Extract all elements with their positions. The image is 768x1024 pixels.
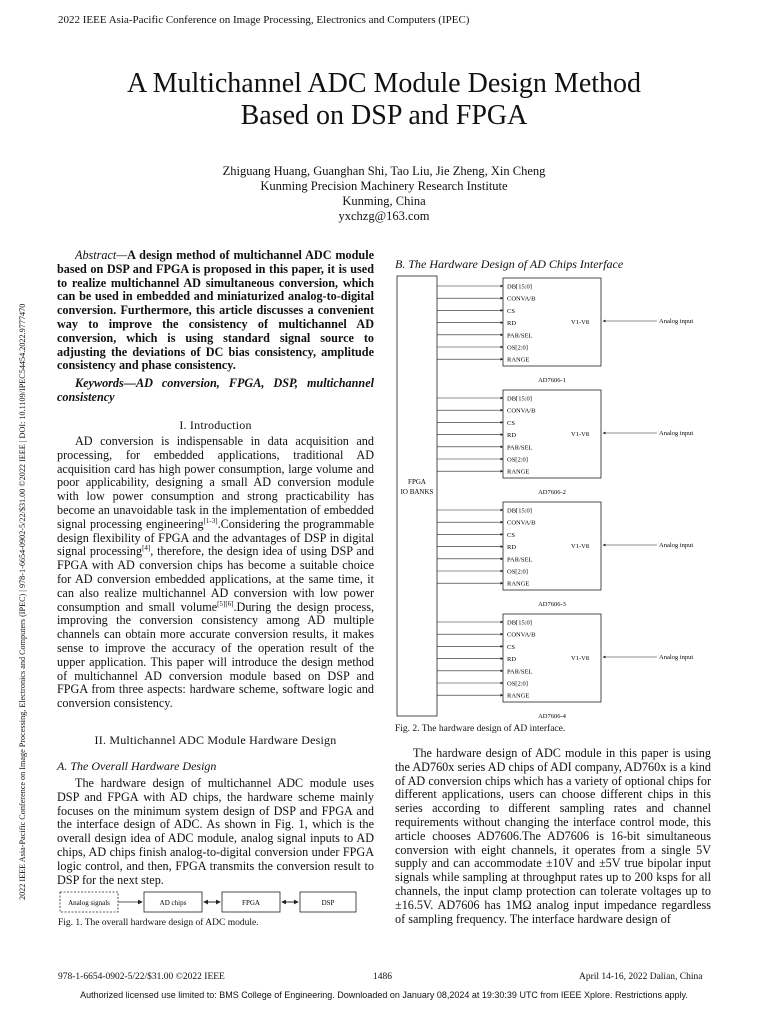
email[interactable]: yxchzg@163.com: [338, 209, 430, 223]
title-line-2: Based on DSP and FPGA: [240, 100, 528, 131]
fig1-fpga-label: FPGA: [242, 899, 260, 907]
pin-label: RD: [507, 544, 517, 552]
fig1-analog-label: Analog signals: [68, 899, 110, 907]
intro-text-c: , therefore, the design idea of using DSP and FPGA with AD conversion chips has become a suitable choice for AD conversion embedded applications, at the same time, it can also realize multichannel AD conversion with low power consumption and small volume: [57, 544, 374, 614]
io-banks-label: IO BANKS: [400, 488, 434, 496]
pin-label: CONVA/B: [507, 295, 536, 303]
intro-paragraph: [57, 435, 374, 711]
pin-label: DB[15:0]: [507, 395, 532, 403]
pin-label: RD: [507, 320, 517, 328]
chip-name-label: AD7606-1: [538, 377, 566, 384]
abstract: [57, 249, 374, 373]
abstract-label: Abstract—: [75, 248, 128, 262]
section-1-heading: I. Introduction: [179, 418, 252, 432]
pin-label: RANGE: [507, 580, 530, 588]
analog-input-label: Analog input: [659, 318, 694, 325]
channel-label: V1-V8: [571, 319, 590, 326]
location: Kunming, China: [342, 194, 426, 208]
intro-text-a: AD conversion is indispensable in data acquisition and processing, for embedded applications, traditional AD acquisition card has high power consumption, large volume and poor applicability, designing a small AD conversion module with low power consumption and strong practicability has become an unavoidable task in the implementation of embedded signal processing engineering: [57, 434, 374, 531]
pin-label: DB[15:0]: [507, 507, 532, 515]
title-line-1: A Multichannel ADC Module Design Method: [126, 68, 642, 99]
fpga-label: FPGA: [408, 478, 426, 486]
pin-label: PAR/SEL: [507, 556, 533, 564]
chip-name-label: AD7606-2: [538, 489, 566, 496]
footer-date: April 14-16, 2022 Dalian, China: [579, 972, 703, 982]
pin-label: RANGE: [507, 356, 530, 364]
pin-label: CONVA/B: [507, 407, 536, 415]
keywords: [57, 377, 374, 405]
pin-label: CS: [507, 419, 515, 427]
affiliation: Kunming Precision Machinery Research Institute: [260, 179, 508, 193]
pin-label: DB[15:0]: [507, 283, 532, 291]
analog-input-label: Analog input: [659, 430, 694, 437]
section-2b-text: The hardware design of ADC module in this paper is using the AD760x series AD chips of ADI company, AD760x is a kind of AD conversion chips which has a variety of optional chips for different applications, users can choose different chips in this series according to different sampling rates and channel requirements without changing the interface control mode, this article chooses AD7606.The AD7606 is 16-bit simultaneous conversion with eight channels, it operates from a single 5V supply and can accommodate ±10V and ±5V true bipolar input signals while sampling at throughput rates up to 200 ksps for all channels, the input clamp protection can tolerate voltages up to ±16.5V. AD7606 has 1MΩ analog input impedance regardless of sampling frequency. The interface hardware design of: [395, 746, 711, 926]
fig-1-diagram: [58, 890, 358, 914]
abstract-text: A design method of multichannel ADC module based on DSP and FPGA is proposed in this paper, it is used to realize multichannel AD simultaneous conversion, which can be used in embedded and miniaturized analog-to-digital conversion. Furthermore, this article discusses a convenient way to improve the consistency of multichannel AD conversion, which is using standard signal source to adjusting the deviations of DC bias consistency, amplitude consistency and phase consistency.: [57, 248, 374, 373]
analog-input-label: Analog input: [659, 654, 694, 661]
section-2-heading: II. Multichannel ADC Module Hardware Design: [94, 733, 337, 747]
fig-1-caption: Fig. 1. The overall hardware design of ADC module.: [58, 918, 259, 928]
subsection-b-heading: B. The Hardware Design of AD Chips Interface: [395, 257, 624, 271]
pin-label: CONVA/B: [507, 631, 536, 639]
pin-label: CS: [507, 531, 515, 539]
pin-label: RANGE: [507, 692, 530, 700]
fig1-adchips-label: AD chips: [159, 899, 187, 907]
pin-label: PAR/SEL: [507, 444, 533, 452]
pin-label: RANGE: [507, 468, 530, 476]
subsection-a-heading: A. The Overall Hardware Design: [57, 759, 217, 773]
author-names: Zhiguang Huang, Guanghan Shi, Tao Liu, Jie Zheng, Xin Cheng: [222, 164, 546, 178]
paper-title: [0, 68, 768, 132]
ref-5-6: [5][6]: [217, 599, 234, 608]
page-number: 1486: [373, 972, 392, 982]
fig1-dsp-label: DSP: [321, 899, 335, 907]
author-block: [0, 164, 768, 224]
pin-label: CONVA/B: [507, 519, 536, 527]
pin-label: CS: [507, 643, 515, 651]
ad7606-chip-block: [437, 502, 693, 608]
conference-header: 2022 IEEE Asia-Pacific Conference on Image Processing, Electronics and Computers (IPEC): [58, 14, 470, 26]
fig-2-caption: Fig. 2. The hardware design of AD interface.: [395, 724, 566, 734]
channel-label: V1-V8: [571, 543, 590, 550]
intro-text-d: .During the design process, improving the conversion consistency among AD multiple channels can obtain more accurate conversion results, it makes sense to improve the accuracy of the operation result of the upper application. This paper will introduce the design method of multichannel AD conversion module based on DSP and FPGA from three aspects: hardware scheme, software logic and conversion consistency.: [57, 599, 374, 711]
chip-name-label: AD7606-3: [538, 601, 566, 608]
ref-1-3: [1-3]: [203, 516, 218, 525]
pin-label: DB[15:0]: [507, 619, 532, 627]
chip-name-label: AD7606-4: [538, 713, 566, 718]
license-notice: Authorized licensed use limited to: BMS College of Engineering. Downloaded on January 08,2024 at 19:30:39 UTC from IEEE Xplore. Restrictions apply.: [80, 990, 688, 1000]
pin-label: RD: [507, 432, 517, 440]
ad7606-chip-block: [437, 278, 693, 384]
ref-4: [4]: [142, 544, 151, 553]
fig-2-diagram: [395, 272, 715, 718]
ad7606-chip-block: [437, 614, 693, 718]
channel-label: V1-V8: [571, 431, 590, 438]
section-2a-paragraph: [57, 777, 374, 887]
pin-label: RD: [507, 656, 517, 664]
intro-text-b: .Considering the programmable design flexibility of FPGA and the advantages of DSP in digital signal processing: [57, 516, 374, 559]
pin-label: CS: [507, 307, 515, 315]
pin-label: PAR/SEL: [507, 332, 533, 340]
keywords-label: Keywords—: [75, 376, 136, 390]
fpga-io-bank-box: [397, 276, 437, 716]
pin-label: PAR/SEL: [507, 668, 533, 676]
pin-label: OS[2:0]: [507, 456, 528, 464]
keywords-text: AD conversion, FPGA, DSP, multichannel consistency: [57, 376, 374, 404]
ad7606-chip-block: [437, 390, 693, 496]
pin-label: OS[2:0]: [507, 568, 528, 576]
doi-sidebar: 2022 IEEE Asia-Pacific Conference on Image Processing, Electronics and Computers (IPEC) | 978-1-6654-0902-5/22/$31.00 ©2022 IEEE | DOI: 10.1109/IPEC54454.2022.9777470: [18, 303, 27, 900]
pin-label: OS[2:0]: [507, 680, 528, 688]
analog-input-label: Analog input: [659, 542, 694, 549]
pin-label: OS[2:0]: [507, 344, 528, 352]
section-2b-paragraph: [395, 747, 711, 926]
footer-isbn: 978-1-6654-0902-5/22/$31.00 ©2022 IEEE: [58, 972, 225, 982]
channel-label: V1-V8: [571, 655, 590, 662]
section-2a-text: The hardware design of multichannel ADC module uses DSP and FPGA with AD chips, the hardware scheme mainly focuses on the minimum system design of DSP and FPGA and the interface design of ADC. As shown in Fig. 1, which is the overall design idea of ADC module, analog signal inputs to AD chips, AD chips finish analog-to-digital conversion under FPGA logic control, and then, FPGA transmits the conversion result to DSP for the next step.: [57, 776, 374, 887]
